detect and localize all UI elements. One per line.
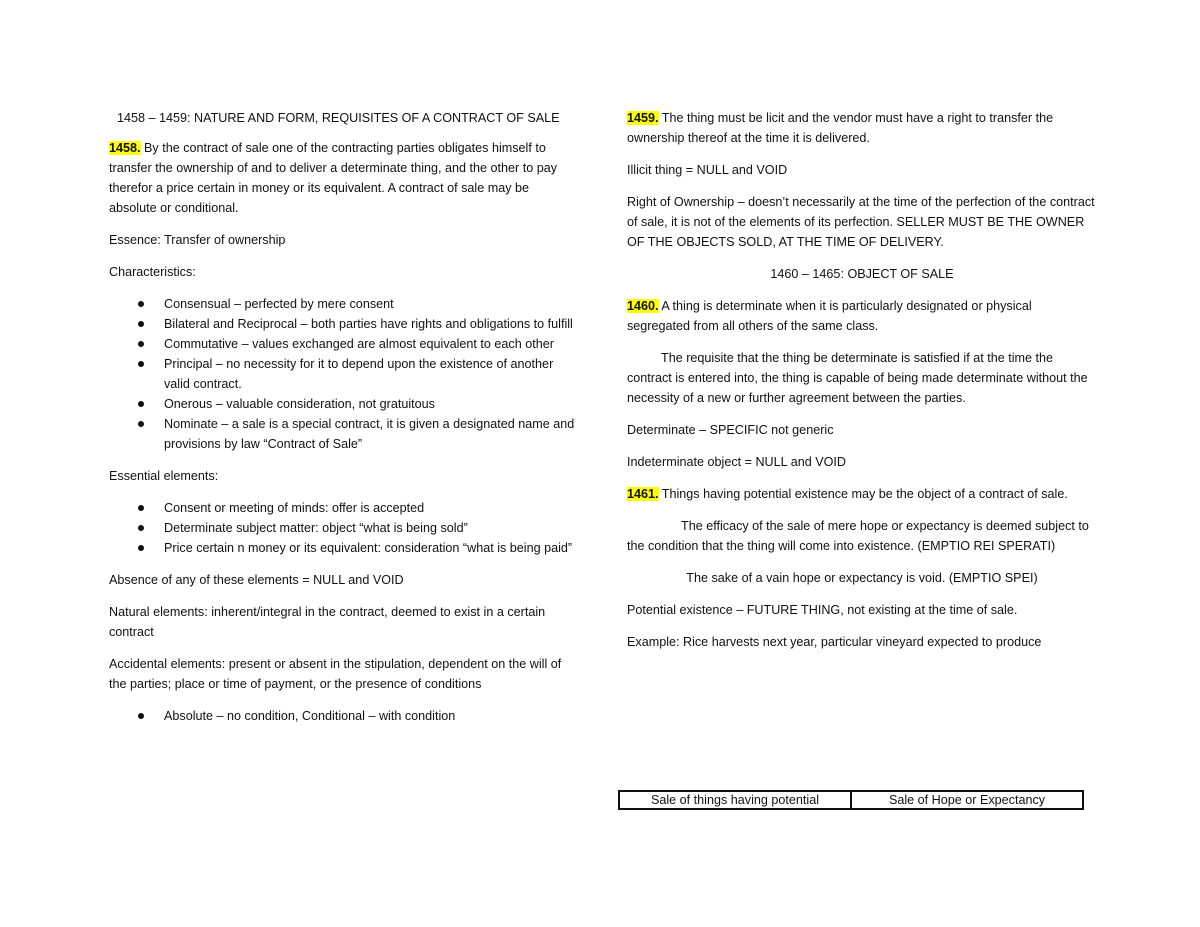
accidental-list: [109, 706, 579, 726]
list-item: Consensual – perfected by mere consent: [164, 294, 579, 314]
accidental-elements: Accidental elements: present or absent in the stipulation, dependent on the will of the parties; place or time of payment, or the presence of conditions: [109, 657, 562, 691]
determinate-line: Determinate – SPECIFIC not generic: [627, 423, 834, 437]
list-item: Principal – no necessity for it to depend upon the existence of another valid contract.: [164, 354, 579, 394]
table-header-hope: Sale of Hope or Expectancy: [851, 791, 1083, 809]
left-column: [109, 108, 579, 738]
article-1461: [627, 484, 1097, 504]
list-item: Commutative – values exchanged are almost equivalent to each other: [164, 334, 579, 354]
article-1458-text: By the contract of sale one of the contracting parties obligates himself to transfer the ownership of and to deliver a determinate thing, and the other to pay therefor a price certain in money or its equivalent. A contract of sale may be absolute or conditional.: [109, 141, 558, 215]
list-item: Absolute – no condition, Conditional – with condition: [164, 706, 579, 726]
example-line: Example: Rice harvests next year, particular vineyard expected to produce: [627, 635, 1042, 649]
essential-elements-label: Essential elements:: [109, 469, 219, 483]
article-1459-text: The thing must be licit and the vendor must have a right to transfer the ownership thereof at the time it is delivered.: [627, 111, 1054, 145]
table-header-potential: Sale of things having potential: [619, 791, 851, 809]
characteristics-list: [109, 294, 579, 454]
article-number-1460: 1460.: [627, 299, 659, 313]
article-number-1461: 1461.: [627, 487, 659, 501]
indeterminate-line: Indeterminate object = NULL and VOID: [627, 455, 846, 469]
list-item: Onerous – valuable consideration, not gratuitous: [164, 394, 579, 414]
list-item: Bilateral and Reciprocal – both parties have rights and obligations to fulfill: [164, 314, 579, 334]
article-1461-text: Things having potential existence may be the object of a contract of sale.: [658, 487, 1068, 501]
list-item: Consent or meeting of minds: offer is accepted: [164, 498, 579, 518]
section-title-nature-form: 1458 – 1459: NATURE AND FORM, REQUISITES OF A CONTRACT OF SALE: [117, 111, 560, 125]
natural-elements: Natural elements: inherent/integral in the contract, deemed to exist in a certain contract: [109, 605, 546, 639]
requisite-paragraph: The requisite that the thing be determinate is satisfied if at the time the contract is entered into, the thing is capable of being made determinate without the necessity of a new or further agreement between the parties.: [627, 351, 1088, 405]
essential-elements-list: [109, 498, 579, 558]
ownership-paragraph: Right of Ownership – doesn’t necessarily at the time of the perfection of the contract of sale, it is not of the elements of its perfection. SELLER MUST BE THE OWNER OF THE OBJECTS SOLD, AT THE TIME OF DELIVERY.: [627, 195, 1095, 249]
list-item: Determinate subject matter: object “what is being sold”: [164, 518, 579, 538]
article-1458: [109, 138, 579, 218]
vain-hope-line: The sake of a vain hope or expectancy is void. (EMPTIO SPEI): [686, 571, 1038, 585]
article-1460: [627, 296, 1097, 336]
efficacy-paragraph: The efficacy of the sale of mere hope or expectancy is deemed subject to the condition that the thing will come into existence. (EMPTIO REI SPERATI): [627, 519, 1089, 553]
comparison-table: [618, 790, 1084, 810]
section-title-object-of-sale: 1460 – 1465: OBJECT OF SALE: [770, 267, 954, 281]
illicit-line: Illicit thing = NULL and VOID: [627, 163, 788, 177]
table-row: [619, 791, 1083, 809]
article-1459: [627, 108, 1097, 148]
potential-existence-line: Potential existence – FUTURE THING, not existing at the time of sale.: [627, 603, 1018, 617]
article-number-1458: 1458.: [109, 141, 141, 155]
list-item: Nominate – a sale is a special contract, it is given a designated name and provisions by law “Contract of Sale”: [164, 414, 579, 454]
article-number-1459: 1459.: [627, 111, 659, 125]
essence-line: Essence: Transfer of ownership: [109, 233, 286, 247]
article-1460-text: A thing is determinate when it is particularly designated or physical segregated from all others of the same class.: [627, 299, 1032, 333]
list-item: Price certain n money or its equivalent: consideration “what is being paid”: [164, 538, 579, 558]
absence-line: Absence of any of these elements = NULL and VOID: [109, 573, 404, 587]
right-column: [627, 108, 1097, 664]
characteristics-label: Characteristics:: [109, 265, 196, 279]
